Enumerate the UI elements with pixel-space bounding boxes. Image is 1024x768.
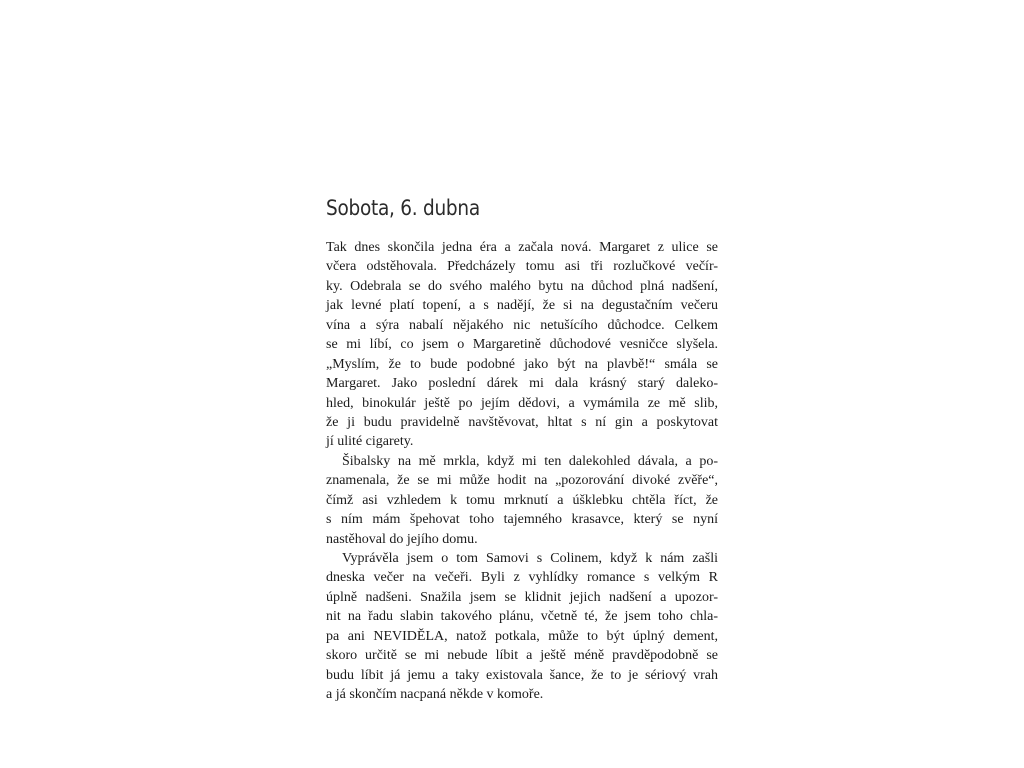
text-line: čímž asi vzhledem k tomu mrknutí a úšklebku chtěla říct, že	[326, 492, 718, 508]
text-line: nastěhoval do jejího domu.	[326, 531, 478, 547]
text-line: včera odstěhovala. Předcházely tomu asi tři rozlučkové večír-	[326, 259, 718, 275]
text-line: dneska večer na večeři. Byli z vyhlídky romance s velkým R	[326, 570, 718, 586]
text-line: Šibalsky na mě mrkla, když mi ten dalekohled dávala, a po-	[342, 453, 718, 469]
body-text	[326, 238, 718, 705]
text-line: jí ulité cigarety.	[326, 434, 414, 450]
text-line: nit na řadu slabin takového plánu, včetně té, že jsem toho chla-	[326, 609, 718, 625]
text-line: skoro určitě se mi nebude líbit a ještě méně pravděpodobně se	[326, 648, 718, 664]
text-line: znamenala, že se mi může hodit na „pozorování divoké zvěře“,	[326, 473, 718, 489]
text-line: „Myslím, že to bude podobné jako být na plavbě!“ smála se	[326, 356, 718, 372]
text-line: s ním mám špehovat toho tajemného krasavce, který se nyní	[326, 512, 718, 528]
text-line: že ji budu pravidelně navštěvovat, hltat s ní gin a poskytovat	[326, 414, 718, 430]
text-line: Margaret. Jako poslední dárek mi dala krásný starý daleko-	[326, 376, 718, 392]
text-line: hled, binokulár ještě po jejím dědovi, a vymámila ze mě slib,	[326, 395, 718, 411]
text-line: Vyprávěla jsem o tom Samovi s Colinem, když k nám zašli	[342, 551, 718, 566]
text-line: ky. Odebrala se do svého malého bytu na důchod plná nadšení,	[326, 278, 718, 294]
text-line: a já skončím nacpaná někde v komoře.	[326, 687, 544, 703]
text-line: budu líbit já jemu a taky existovala šance, že to je sériový vrah	[326, 667, 718, 683]
text-line: se mi líbí, co jsem o Margaretině důchodové vesničce slyšela.	[326, 337, 718, 353]
chapter-heading: Sobota, 6. dubna	[326, 196, 480, 220]
text-line: vína a sýra nabalí nějakého nic netušícího důchodce. Celkem	[326, 317, 718, 333]
text-line: úplně nadšeni. Snažila jsem se klidnit jejich nadšení a upozor-	[326, 589, 718, 605]
text-line: pa ani NEVIDĚLA, natož potkala, může to být úplný dement,	[326, 628, 718, 644]
text-line: jak levné platí topení, a s nadějí, že si na degustačním večeru	[326, 298, 718, 314]
text-line: Tak dnes skončila jedna éra a začala nová. Margaret z ulice se	[326, 240, 718, 255]
